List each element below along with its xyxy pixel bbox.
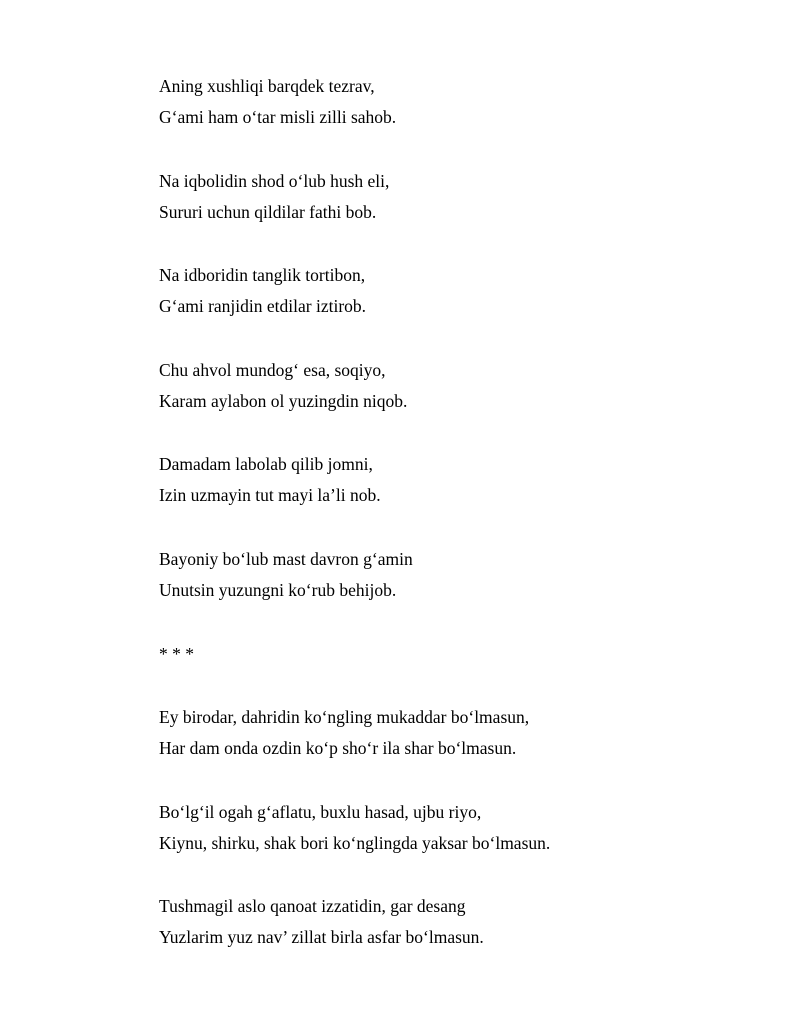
poem-line: Bo‘lg‘il ogah g‘aflatu, buxlu hasad, ujbu riyo,	[159, 802, 482, 822]
section-separator: * * *	[159, 644, 194, 664]
poem-line: Sururi uchun qildilar fathi bob.	[159, 202, 377, 222]
poem-line: Aning xushliqi barqdek tezrav,	[159, 76, 375, 96]
poem-line: Unutsin yuzungni ko‘rub behijob.	[159, 580, 397, 600]
poem-line: Na iqbolidin shod o‘lub hush eli,	[159, 171, 390, 191]
poem-line: Karam aylabon ol yuzingdin niqob.	[159, 391, 408, 411]
poem-line: Kiynu, shirku, shak bori ko‘nglingda yaksar bo‘lmasun.	[159, 833, 551, 853]
poem-line: Har dam onda ozdin ko‘p sho‘r ila shar bo‘lmasun.	[159, 738, 517, 758]
poem-line: G‘ami ham o‘tar misli zilli sahob.	[159, 107, 397, 127]
poem-line: G‘ami ranjidin etdilar iztirob.	[159, 296, 367, 316]
poem-line: Bayoniy bo‘lub mast davron g‘amin	[159, 549, 413, 569]
poem-line: Yuzlarim yuz nav’ zillat birla asfar bo‘lmasun.	[159, 927, 484, 947]
poem-line: Damadam labolab qilib jomni,	[159, 454, 373, 474]
poem-line: Ey birodar, dahridin ko‘ngling mukaddar bo‘lmasun,	[159, 707, 530, 727]
poem-line: Chu ahvol mundog‘ esa, soqiyo,	[159, 360, 386, 380]
poem-line: Tushmagil aslo qanoat izzatidin, gar desang	[159, 896, 466, 916]
poem-line: Na idboridin tanglik tortibon,	[159, 265, 366, 285]
poem-line: Izin uzmayin tut mayi la’li nob.	[159, 485, 381, 505]
